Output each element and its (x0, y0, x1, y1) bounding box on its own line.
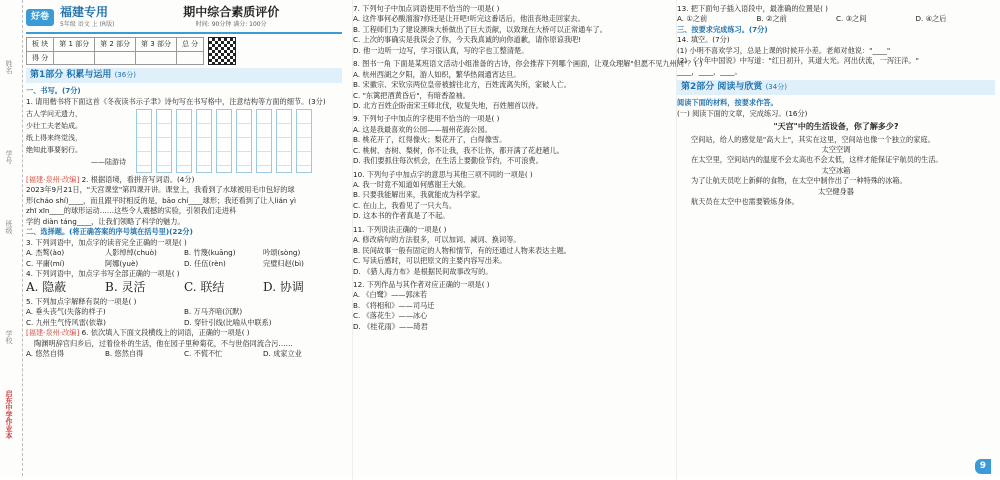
q10-option[interactable]: A. 我一时竟不知道如何感谢王大娘。 (353, 180, 471, 189)
q5-option[interactable]: C. 九州生气恃风雷(依靠) (26, 317, 106, 327)
exam-meta: 时间: 90分钟 满分: 100分 (195, 21, 267, 29)
q8-option[interactable]: B. 宋徽宗、宋钦宗两位皇帝被掳往北方，百姓流离失所，家破人亡。 (353, 80, 571, 90)
q9-option[interactable]: B. 桃花开了，红得像火；梨花开了，白得像雪。 (353, 135, 507, 145)
section2-heading: 二、选择题。(将正确答案的序号填在括号里)(22分) (26, 227, 193, 237)
q14-line[interactable]: (2) 《少年中国说》中写道："红日初升，其道大光。河出伏流，一泻汪洋。" (677, 56, 919, 66)
binding-margin (0, 0, 23, 476)
q4-option[interactable]: D. 协调 (263, 280, 304, 295)
q2-tag: [福建·泉州·改编] (26, 175, 80, 184)
q11-text: 11. 下列说法正确的一项是( ) (353, 224, 447, 234)
q4-option[interactable]: B. 灵活 (105, 280, 146, 295)
q12-option[interactable]: A. 《白鹭》——郭沫若 (353, 290, 428, 300)
part1-title: 积累与运用 (66, 70, 112, 81)
q1-text: 1. 请用楷书将下面这首《冬夜读书示子聿》诗句写在书写格中，注意结构等方面的细节。(3分) (26, 96, 326, 106)
poem (26, 109, 126, 173)
score-cell[interactable] (95, 51, 136, 64)
exam-title: 期中综合素质评价 (183, 5, 280, 19)
poem-author: ——陆游诗 (91, 157, 126, 166)
q14-text: 14. 填空。(7分) (677, 35, 730, 45)
score-row-label: 得 分 (27, 51, 54, 64)
article-paragraph: 在太空里，空间站内的温度不会太高也不会太低，这样才能保证宇航员的生活。 (691, 155, 943, 165)
q6-tag: [福建·泉州·改编] (26, 328, 80, 338)
writing-grid[interactable] (136, 109, 312, 173)
article-paragraph: 为了让航天员吃上新鲜的食物，在太空中制作出了一种特殊的冰箱。 (691, 176, 907, 186)
q6-option[interactable]: C. 不慌不忙 (184, 348, 223, 358)
q6-text: 6. 依次填入下面文段横线上的词语，正确的一项是( ) (81, 328, 250, 338)
q13-option[interactable]: A. ①之前 (677, 14, 708, 24)
q12-text: 12. 下列作品与其作者对应正确的一项是( ) (353, 279, 490, 289)
q13-option[interactable]: B. ②之前 (756, 14, 787, 24)
part2-title: 阅读与欣赏 (717, 82, 763, 93)
brand-name: 好卷 (31, 11, 50, 22)
q4-option[interactable]: C. 联结 (184, 280, 225, 295)
q6-option[interactable]: A. 悠然自得 (26, 348, 65, 358)
q6-option[interactable]: D. 成家立业 (263, 348, 302, 358)
q11-option[interactable]: D. 《猎人海力布》是根据民间故事改写的。 (353, 266, 493, 276)
q4-text: 4. 下列词语中，加点字书写全部正确的一项是( ) (26, 268, 180, 278)
part1-points: (36分) (114, 71, 136, 80)
q13-text: 13. 把下面句子插入语段中，最准确的位置是( ) (677, 4, 828, 13)
article-subhead: 太空健身器 (818, 186, 854, 196)
q5-option[interactable]: B. 万马齐喑(沉默) (184, 307, 243, 317)
q11-option[interactable]: A. 修改病句的方法很多，可以加词、减词、换词等。 (353, 235, 521, 245)
part2-intro: 阅读下面的材料，按要求作答。 (677, 98, 778, 108)
brand-logo (26, 9, 54, 26)
score-table (26, 37, 204, 64)
poem-line: 绝知此事要躬行。 (26, 145, 82, 154)
qr-code-icon (208, 37, 236, 65)
region-label: 福建专用 (60, 5, 109, 19)
q10-option[interactable]: B. 只要我能解出来，我就能成为科学家。 (353, 190, 485, 200)
q9-option[interactable]: A. 这是我最喜欢的公园——福州花海公园。 (353, 124, 492, 134)
score-head: 第 3 部分 (136, 38, 177, 51)
part2-header (677, 80, 995, 95)
article-subhead: 太空空调 (821, 145, 851, 155)
q10-option[interactable]: D. 这本书的作者真是了不起。 (353, 211, 450, 221)
part2-sub: (一) 阅读下面的文章，完成练习。(16分) (677, 108, 808, 118)
side-label-name: 姓名 (5, 60, 13, 74)
article-subhead: 太空冰箱 (821, 165, 851, 175)
part1-label: 第1部分 (30, 70, 64, 81)
part2-points: (34分) (765, 83, 787, 92)
q7-option[interactable]: D. 他一边听一边写，学习很认真，写的字也工整清楚。 (353, 45, 529, 55)
part1-header (26, 68, 342, 83)
section1-heading: 一、书写。(7分) (26, 86, 81, 96)
side-label-school: 学校 (5, 330, 13, 344)
section3-heading: 三、按要求完成练习。(7分) (677, 24, 768, 34)
poem-line: 纸上得来终觉浅， (26, 133, 82, 142)
q3-text: 3. 下列词语中，加点字的读音完全正确的一项是( ) (26, 237, 187, 247)
article-title: "天宫"中的生活设备，你了解多少? (773, 121, 899, 131)
q2-line: 2023年9月21日，"天宫课堂"第四课开讲。课堂上，我看到了水球被用毛巾包好的球 (26, 185, 295, 195)
score-head: 第 1 部分 (54, 38, 95, 51)
q2-line: zhī xīn____的球形运动……这些令人震撼的实验，引领我们走进科 (26, 206, 237, 216)
grade-label: 5年级 语文 上 (R版) (60, 21, 115, 29)
poem-line: 古人学问无遗力， (26, 110, 82, 118)
right-column (676, 0, 995, 480)
article-paragraph: 航天员在太空中也需要锻炼身体。 (691, 197, 799, 207)
q3-option[interactable]: 完璧归赵(bì) (263, 258, 304, 268)
q2-line: 形(cháo shí)____，而且跟平时相反的是，bāo chí____球形；我还看到了让人lián yì (26, 195, 297, 205)
q3-option[interactable]: B. 竹篾(kuāng) (184, 248, 236, 258)
q7-text: 7. 下列句子中加点词语使用不恰当的一项是( ) (353, 4, 500, 13)
q11-option[interactable]: C. 写读后感时，可以把原文的主要内容写出来。 (353, 256, 507, 266)
side-brand: 启东中学作业本 (5, 390, 13, 439)
q5-option[interactable]: D. 穿针引线(比喻从中联系) (184, 317, 272, 327)
score-cell[interactable] (176, 51, 203, 64)
q11-option[interactable]: B. 民间故事一般有固定的人物和情节，有的还通过人物来表达主题。 (353, 245, 571, 255)
q3-option[interactable]: C. 平庸(mí) (26, 258, 65, 268)
q14-line[interactable]: ____，____，____。 (677, 66, 742, 76)
q8-option[interactable]: D. 北方百姓企盼南宋王师北伐，收复失地，百姓翘首以待。 (353, 100, 543, 110)
score-head: 总 分 (176, 38, 203, 51)
q7-option[interactable]: B. 工程师们为了建设澳珠大桥做出了巨大贡献，以致现在大桥可以正常通车了。 (353, 24, 607, 34)
left-column (26, 0, 342, 476)
q5-text: 5. 下列加点字解释有误的一项是( ) (26, 296, 137, 306)
q8-option[interactable]: A. 杭州西湖之夕阳，游人如织，繁华热闹通宵达旦。 (353, 69, 521, 79)
score-cell[interactable] (54, 51, 95, 64)
q8-option[interactable]: C. "东篱把酒黄昏后"，有暗香盈袖。 (353, 90, 470, 100)
q7-option[interactable]: C. 上次的事确实是我误会了你，今天我真诚的向你道歉，请你原谅我吧! (353, 35, 582, 45)
q4-option[interactable]: A. 隐蔽 (26, 280, 67, 295)
q7-option[interactable]: A. 这件事何必酸溜溜?你还是让开吧!听完这番话后，他沮丧地走回家去。 (353, 14, 585, 24)
q12-option[interactable]: D. 《桂花雨》——琦君 (353, 321, 428, 331)
q14-line[interactable]: (1) 小明不喜欢学习，总是上课的时候开小差。老师对他说："____" (677, 45, 891, 55)
q3-option[interactable]: 阿娜(yuè) (105, 258, 139, 268)
side-label-id: 学号 (5, 150, 13, 164)
q8-text: 8. 图书一角 下面是某班语文活动小组准备的古诗，你会推荐下列哪个画面，让观众理解"但愿不见九州同"？( ) (353, 59, 703, 69)
side-label-class: 班级 (5, 220, 13, 234)
q6-passage: 陶渊明辞官归乡后，过着俭朴的生活，他在园子里种菊花，不与世俗同流合污…… (34, 338, 293, 348)
q13-option[interactable]: D. ④之后 (915, 14, 947, 24)
article-paragraph: 空间站，给人的感觉是"高大上"，其实在这里，空间站也像一个独立的家庭。 (691, 134, 935, 144)
score-head: 板 块 (27, 38, 54, 51)
part2-label: 第2部分 (681, 82, 715, 93)
score-cell[interactable] (136, 51, 177, 64)
q2-line: 学的 diàn táng____，让我们领略了科学的魅力。 (26, 216, 185, 226)
q3-option[interactable]: D. 任伍(rèn) (184, 258, 226, 268)
q12-option[interactable]: C. 《落花生》——冰心 (353, 311, 428, 321)
q3-option[interactable]: 吟颂(sòng) (263, 248, 301, 258)
page-number: 9 (975, 459, 991, 474)
q3-option[interactable]: A. 杰骜(ào) (26, 248, 65, 258)
q9-option[interactable]: D. 我们要抓住每次机会，在生活上要勤俭节约，不可浪费。 (353, 156, 543, 166)
q13-option[interactable]: C. ③之间 (836, 14, 867, 24)
q5-option[interactable]: A. 垂头丧气(失落的样子) (26, 307, 106, 317)
q9-option[interactable]: C. 桃树、杏树、梨树，你不让我，我不让你，都开满了花赶趟儿。 (353, 145, 564, 155)
q9-text: 9. 下列句子中加点的字使用不恰当的一项是( ) (353, 114, 500, 124)
q10-option[interactable]: C. 在山上，我看见了一只大鸟。 (353, 200, 457, 210)
poem-line: 少壮工夫老始成。 (26, 121, 82, 130)
q6-option[interactable]: B. 悠然自得 (105, 348, 144, 358)
q3-option[interactable]: 人影绰绰(chuò) (105, 248, 157, 258)
q10-text: 10. 下列句子中加点字的意思与其他三项不同的一项是( ) (353, 169, 533, 179)
score-head: 第 2 部分 (95, 38, 136, 51)
q2-text: 2. 根据语境，看拼音写词语。(4分) (81, 175, 195, 184)
q12-option[interactable]: B. 《将相和》——司马迁 (353, 300, 435, 310)
